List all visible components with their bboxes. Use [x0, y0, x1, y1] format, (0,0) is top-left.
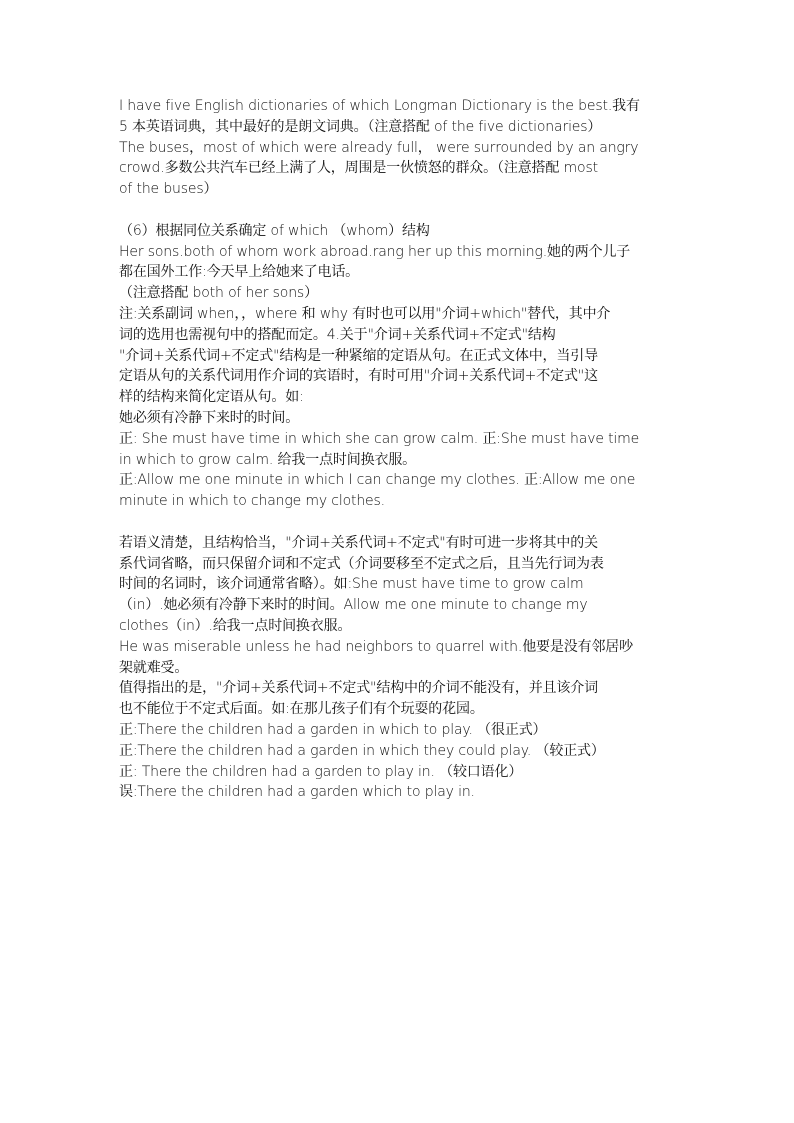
text-line: 样的结构来简化定语从句。如:	[119, 389, 304, 406]
text-line: I have five English dictionaries of which Longman Dictionary is the best.我有	[119, 98, 640, 114]
example-line: 误:There the children had a garden which to play in.	[119, 784, 475, 801]
text-line: clothes（in）.给我一点时间换衣服。	[119, 617, 352, 634]
text-line: crowd.多数公共汽车已经上满了人，周围是一伙愤怒的群众。（注意搭配 most	[119, 160, 598, 177]
text-line: 都在国外工作:今天早上给她来了电话。	[119, 264, 360, 281]
text-line: 架就难受。	[119, 659, 189, 676]
text-line: 时间的名词时，该介词通常省略）。如:She must have time to grow calm	[119, 576, 584, 593]
text-line: 若语义清楚，且结构恰当，"介词+关系代词+不定式"有时可进一步将其中的关	[119, 534, 598, 551]
text-line: of the buses）	[119, 181, 218, 198]
text-line: He was miserable unless he had neighbors to quarrel with.他要是没有邻居吵	[119, 638, 633, 655]
example-line: 正: There the children had a garden to play in. （较口语化）	[119, 763, 523, 780]
text-line: in which to grow calm. 给我一点时间换衣服。	[119, 451, 417, 468]
text-line: 正: She must have time in which she can grow calm. 正:She must have time	[119, 430, 640, 447]
text-line: 也不能位于不定式后面。如:在那儿孩子们有个玩耍的花园。	[119, 701, 484, 718]
text-line: 正:Allow me one minute in which I can change my clothes. 正:Allow me one	[119, 472, 636, 489]
text-line: （注意搭配 both of her sons）	[119, 285, 318, 302]
document-body	[119, 96, 679, 803]
text-line: 她必须有冷静下来时的时间。	[119, 409, 300, 426]
text-line: "介词+关系代词+不定式"结构是一种紧缩的定语从句。在正式文体中，当引导	[119, 347, 598, 364]
text-line: 值得指出的是，"介词+关系代词+不定式"结构中的介词不能没有，并且该介词	[119, 680, 598, 697]
example-line: 正:There the children had a garden in which to play. （很正式）	[119, 721, 547, 738]
text-line: 词的选用也需视句中的搭配而定。4.关于"介词+关系代词+不定式"结构	[119, 326, 556, 343]
text-line: minute in which to change my clothes.	[119, 493, 385, 510]
text-line: 定语从句的关系代词用作介词的宾语时，有时可用"介词+关系代词+不定式"这	[119, 368, 598, 385]
text-line: 系代词省略，而只保留介词和不定式（介词要移至不定式之后，且当先行词为表	[119, 555, 604, 572]
text-line: （in）.她必须有冷静下来时的时间。Allow me one minute to change my	[119, 597, 588, 614]
text-line: Her sons.both of whom work abroad.rang her up this morning.她的两个儿子	[119, 243, 631, 260]
blank-line	[119, 200, 679, 221]
example-line: 正:There the children had a garden in which they could play. （较正式）	[119, 742, 605, 759]
blank-line	[119, 512, 679, 533]
text-line: 注:关系副词 when，，where 和 why 有时也可以用"介词+which"替代，其中介	[119, 305, 611, 322]
section-heading: （6）根据同位关系确定 of which （whom）结构	[119, 222, 430, 239]
text-line: 5 本英语词典，其中最好的是朗文词典。（注意搭配 of the five dictionaries）	[119, 118, 602, 135]
text-line: The buses，most of which were already full， were surrounded by an angry	[119, 139, 639, 156]
